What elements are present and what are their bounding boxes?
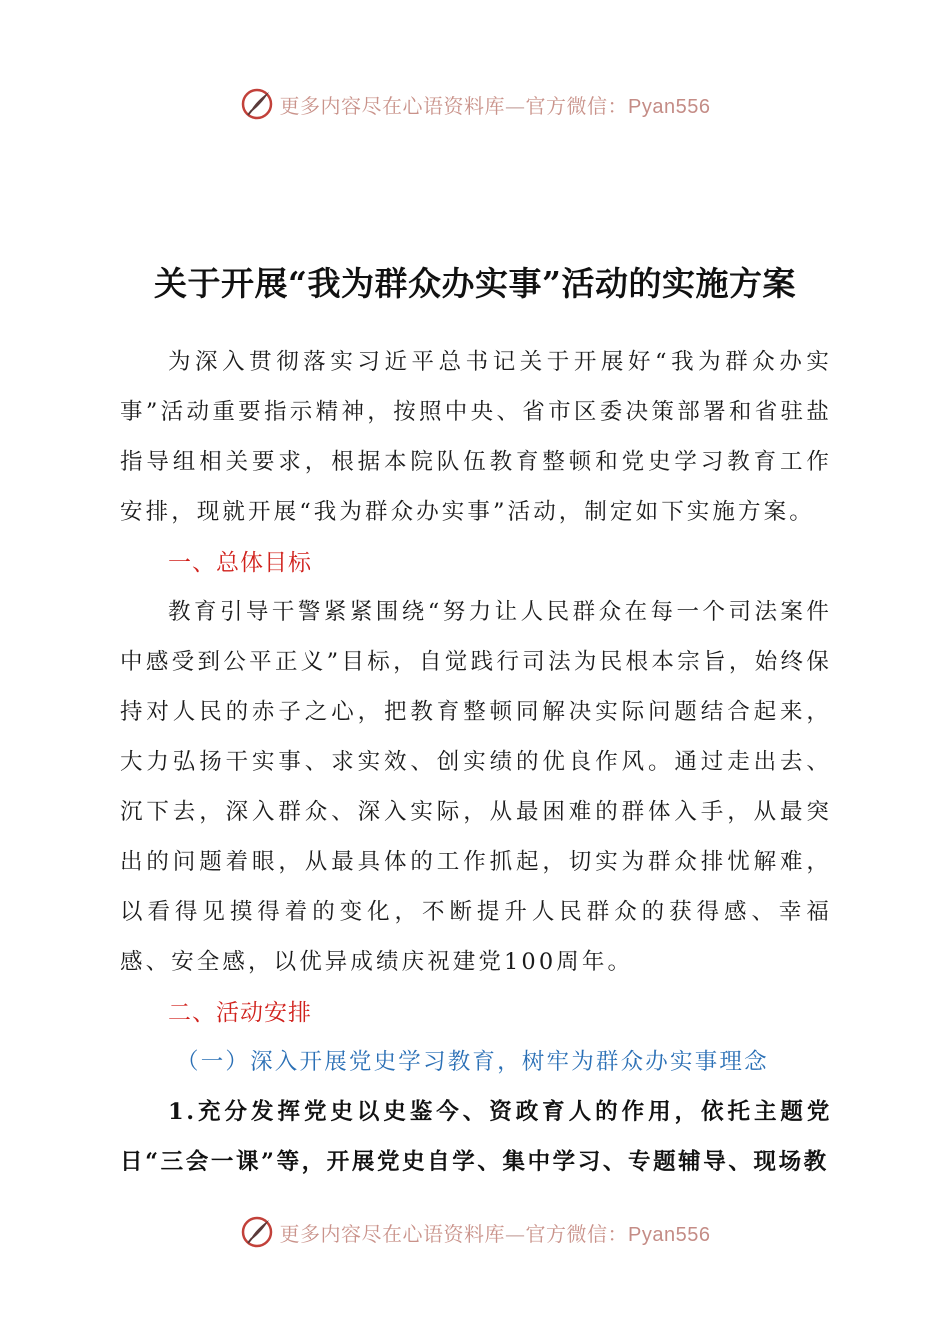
section-heading-activity-arrangement: 二、活动安排: [168, 999, 312, 1025]
item-1-paragraph: 1.充分发挥党史以史鉴今、资政育人的作用，依托主题党日“三会一课”等，开展党史自学、集中学习、专题辅导、现场教: [120, 1099, 832, 1175]
watermark-id: Pyan556: [628, 95, 711, 118]
watermark-main: 更多内容尽在心语资料库: [279, 93, 506, 118]
subsection-heading-1: （一）深入开展党史学习教育，树牢为群众办实事理念: [176, 1049, 769, 1075]
quill-logo-icon: [240, 87, 274, 121]
overall-goal-paragraph: 教育引导干警紧紧围绕“努力让人民群众在每一个司法案件中感受到公平正义”目标，自觉践行司法为民根本宗旨，始终保持对人民的赤子之心，把教育整顿同解决实际问题结合起来，大力弘扬干实事、求实效、创实绩的优良作风。通过走出去、沉下去，深入群众、深入实际，从最困难的群体入手，从最突出的问题着眼，从最具体的工作抓起，切实为群众排忧解难，以看得见摸得着的变化，不断提升人民群众的获得感、幸福感、安全感，以优异成绩庆祝建党100周年。: [120, 599, 832, 975]
watermark-label: 官方微信：: [525, 93, 629, 118]
watermark-id: Pyan556: [628, 1223, 711, 1246]
document-body: [120, 337, 832, 1187]
header-watermark: [0, 84, 950, 124]
footer-watermark: [0, 1212, 950, 1252]
watermark-separator: —: [505, 93, 526, 118]
document-title: 关于开展“我为群众办实事”活动的实施方案: [154, 264, 796, 303]
watermark-main: 更多内容尽在心语资料库: [279, 1221, 506, 1246]
section-heading-overall-goal: 一、总体目标: [168, 549, 312, 575]
intro-paragraph: 为深入贯彻落实习近平总书记关于开展好“我为群众办实事”活动重要指示精神，按照中央、省市区委决策部署和省驻盐指导组相关要求，根据本院队伍教育整顿和党史学习教育工作安排，现就开展“我为群众办实事”活动，制定如下实施方案。: [120, 349, 832, 525]
watermark-text: [280, 1218, 711, 1247]
watermark-separator: —: [505, 1221, 526, 1246]
watermark-label: 官方微信：: [525, 1221, 629, 1246]
watermark-text: [280, 90, 711, 119]
quill-logo-icon: [240, 1215, 274, 1249]
